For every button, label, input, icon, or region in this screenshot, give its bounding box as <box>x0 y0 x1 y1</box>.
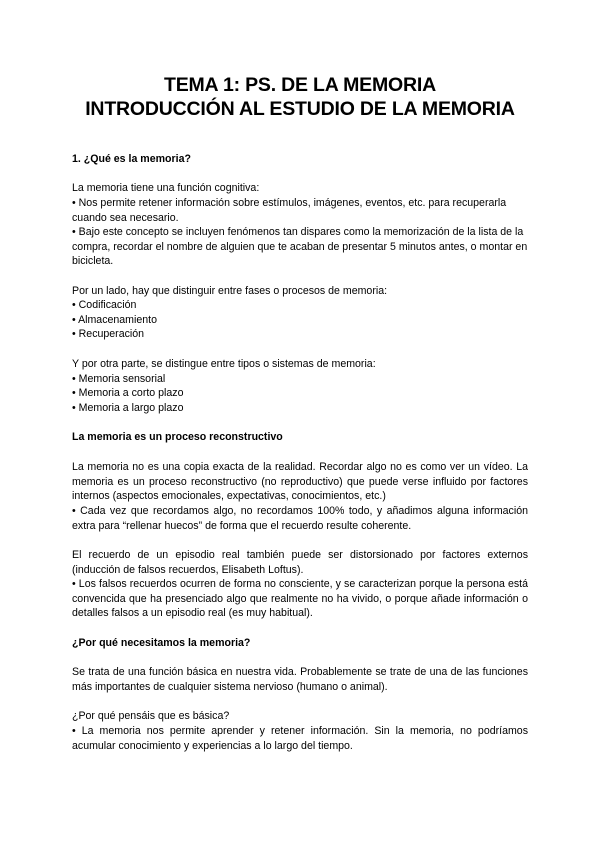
type-item: • Memoria sensorial <box>72 373 166 385</box>
bullet-recordamos: • Cada vez que recordamos algo, no recordamos 100% todo, y añadimos alguna información extra para “rellenar huecos” de forma que el recuerdo resulte coherente. <box>72 505 528 532</box>
title-line-2: INTRODUCCIÓN AL ESTUDIO DE LA MEMORIA <box>85 98 515 120</box>
type-item: • Memoria a corto plazo <box>72 387 184 399</box>
section-heading-que-es: 1. ¿Qué es la memoria? <box>72 153 191 165</box>
phase-item: • Recuperación <box>72 328 145 340</box>
section-heading-reconstructivo: La memoria es un proceso reconstructivo <box>72 431 283 443</box>
type-item: • Memoria a largo plazo <box>72 402 184 414</box>
paragraph-intro: La memoria tiene una función cognitiva: <box>72 182 260 194</box>
paragraph-distorsion: El recuerdo de un episodio real también puede ser distorsionado por factores externos (inducción de falsos recuerdos, Elisabeth Loftus). <box>72 549 528 576</box>
question-por-que-basica: ¿Por qué pensáis que es básica? <box>72 710 230 722</box>
bullet-retener: • Nos permite retener información sobre estímulos, imágenes, eventos, etc. para recuperarla cuando sea necesario. <box>72 197 507 224</box>
types-intro: Y por otra parte, se distingue entre tipos o sistemas de memoria: <box>72 358 376 370</box>
bullet-concepto: • Bajo este concepto se incluyen fenómenos tan dispares como la memorización de la lista de la compra, recordar el nombre de alguien que te acaban de presentar 5 minutos antes, o montar en bicicleta. <box>72 226 528 268</box>
paragraph-funcion-basica: Se trata de una función básica en nuestra vida. Probablemente se trate de una de las funciones más importantes de cualquier sistema nervioso (humano o animal). <box>72 666 528 693</box>
section-heading-por-que: ¿Por qué necesitamos la memoria? <box>72 637 251 649</box>
phases-intro: Por un lado, hay que distinguir entre fases o procesos de memoria: <box>72 285 388 297</box>
title-line-1: TEMA 1: PS. DE LA MEMORIA <box>164 74 436 96</box>
phase-item: • Almacenamiento <box>72 314 157 326</box>
phase-item: • Codificación <box>72 299 137 311</box>
bullet-falsos-recuerdos: • Los falsos recuerdos ocurren de forma no consciente, y se caracterizan porque la persona está convencida que ha presenciado algo que realmente no ha vivido, o porque añade información o detalles falsos a un episodio real (es muy habitual). <box>72 578 528 620</box>
bullet-aprender: • La memoria nos permite aprender y retener información. Sin la memoria, no podríamos acumular conocimiento y experiencias a lo largo del tiempo. <box>72 725 528 752</box>
paragraph-reconstructivo: La memoria no es una copia exacta de la realidad. Recordar algo no es como ver un vídeo. La memoria es un proceso reconstructivo (no reproductivo) que puede verse influido por factores internos (aspectos emocionales, expectativas, conocimientos, etc.) <box>72 461 528 503</box>
